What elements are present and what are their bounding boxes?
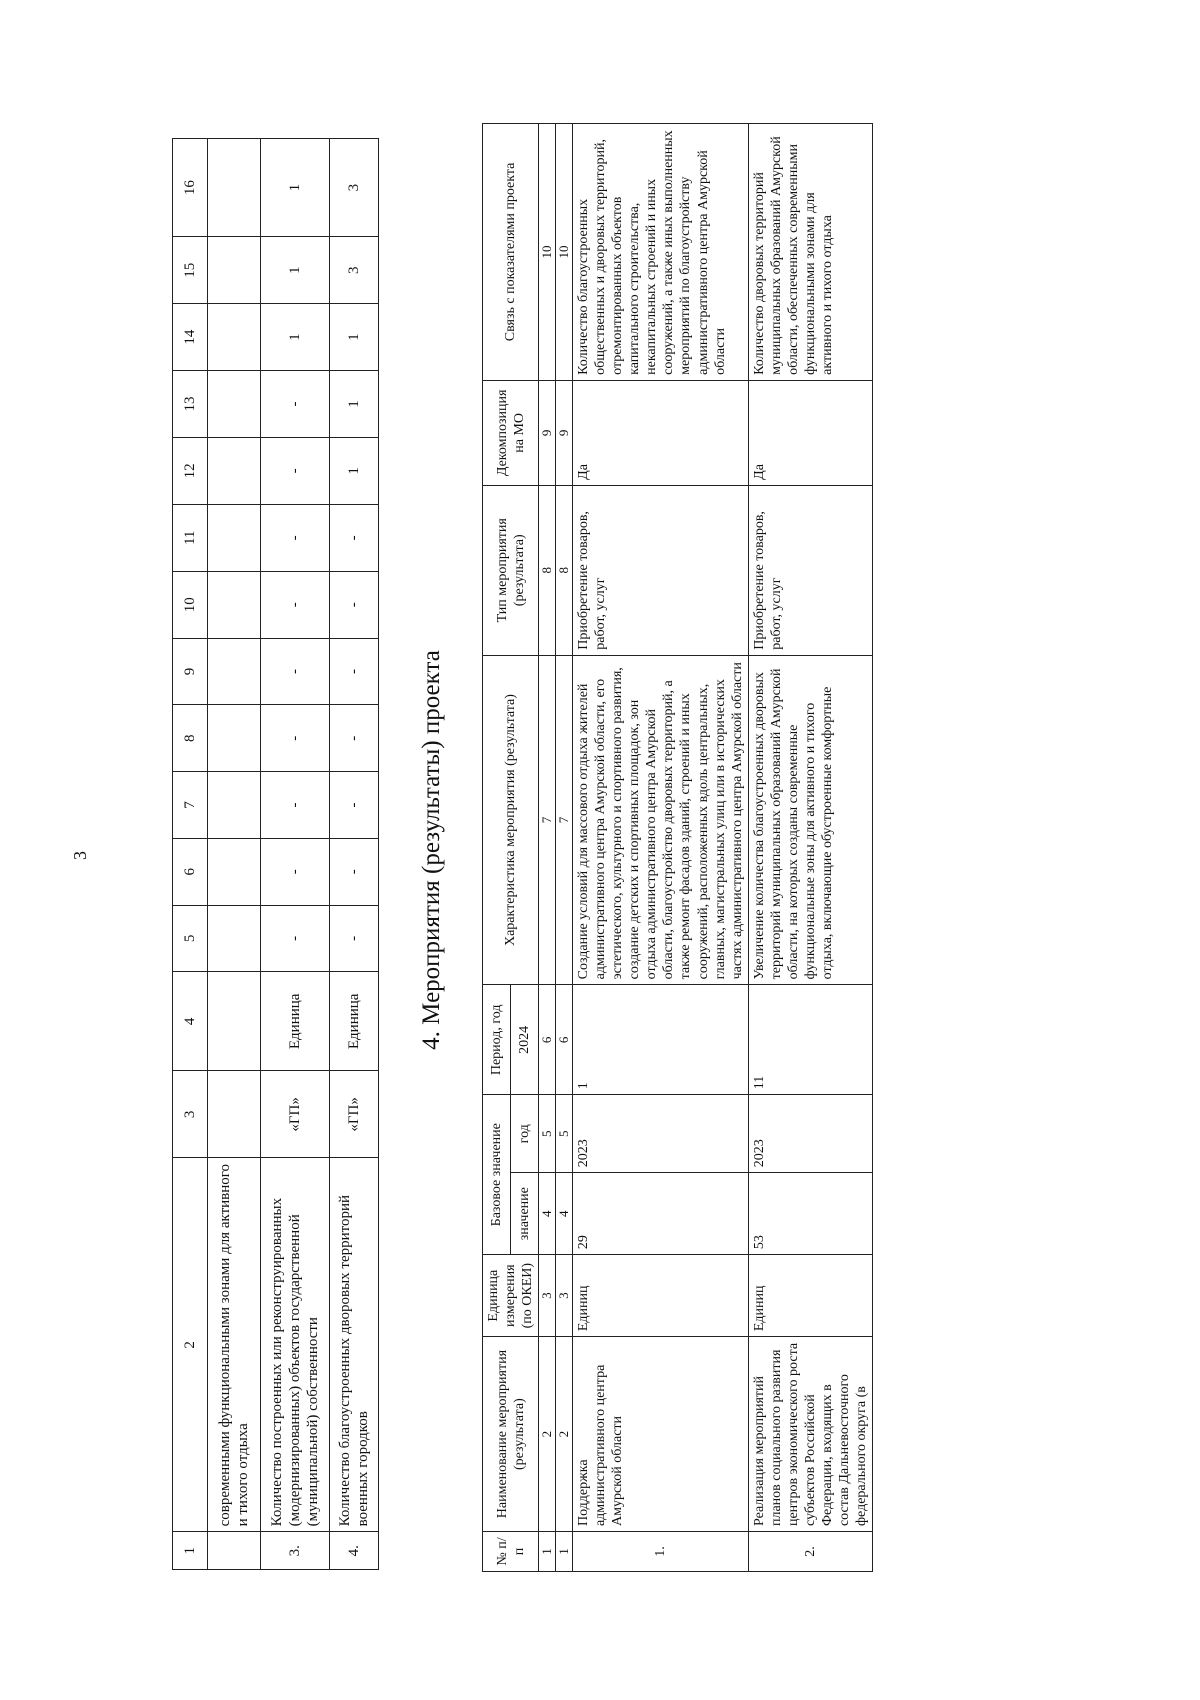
event-characteristic: Создание условий для массового отдыха жителей административного центра Амурской области, его эстетического, культурного и спортивного развития, создание детских и спортивных площадок, зон отдыха административного центра Амурской области, благоустройство дворовых территорий, а также ремонт фасадов зданий, строений и иных сооружений, расположенных вдоль центральных, главных, магистральных улиц или в исторических частях административного центра Амурской области [572,655,748,985]
header-cell: 5 [173,905,208,972]
event-unit: Единиц [572,1255,748,1337]
index-cell: 4 [539,1173,556,1255]
event-decomposition: Да [748,380,873,485]
index-cell: 9 [539,380,556,485]
event-unit: Единиц [748,1255,873,1337]
header-cell: 10 [173,571,208,638]
value-cell: - [330,705,379,772]
header-cell: 13 [173,371,208,438]
index-cell: 2 [556,1337,573,1532]
row-number: 4. [330,1532,379,1570]
table-row [572,124,748,1572]
indicator-name: Количество построенных или реконструированных (модернизированных) объектов государственной (муниципальной) собственности [261,1158,330,1532]
header-cell: 2 [173,1158,208,1532]
header-cell: 12 [173,437,208,504]
indicator-name: современными функциональными зонами для активного и тихого отдыха [208,1158,261,1532]
row-number: 3. [261,1532,330,1570]
header-period: Период, год [483,985,511,1095]
indicators-table [172,138,379,1570]
event-name: Реализация мероприятий планов социального развития центров экономического роста субъектов Российской Федерации, входящих в состав Дальневосточного федерального округа (в [748,1337,873,1532]
page-number: 3 [70,851,90,860]
header-unit: Единица измерения (по ОКЕИ) [483,1255,539,1337]
value-cell: - [330,638,379,705]
indicator-level: «ГП» [261,1071,330,1158]
event-type: Приобретение товаров, работ, услуг [748,485,873,655]
row-number: 2. [748,1532,873,1572]
value-cell: - [261,838,330,905]
event-base-year: 2023 [748,1095,873,1173]
header-characteristic: Характеристика мероприятия (результата) [483,655,539,985]
index-cell: 4 [556,1173,573,1255]
header-cell: 1 [173,1532,208,1570]
value-cell: 1 [261,139,330,237]
index-cell: 7 [539,655,556,985]
value-cell: 3 [330,237,379,304]
index-cell: 9 [556,380,573,485]
header-cell: 4 [173,972,208,1071]
value-cell: - [330,504,379,571]
table-row [208,139,261,1570]
index-cell: 7 [556,655,573,985]
row-number: 1. [572,1532,748,1572]
event-characteristic: Увеличение количества благоустроенных дворовых территорий муниципальных образований Амурской области, на которых созданы современные функциональные зоны для активного и тихого отдыха, включающие обустроенные комфортные [748,655,873,985]
header-type: Тип мероприятия (результата) [483,485,539,655]
table-row [330,139,379,1570]
header-cell: 6 [173,838,208,905]
value-cell: - [261,437,330,504]
index-cell: 6 [539,985,556,1095]
header-base-year: год [511,1095,539,1173]
section-heading: 4. Мероприятия (результаты) проекта [418,650,445,1050]
event-type: Приобретение товаров, работ, услуг [572,485,748,655]
value-cell: - [261,705,330,772]
value-cell: 1 [330,371,379,438]
header-cell: 3 [173,1071,208,1158]
value-cell: 3 [330,139,379,237]
value-cell: - [330,571,379,638]
index-cell: 3 [539,1255,556,1337]
header-cell: 16 [173,139,208,237]
index-cell: 5 [539,1095,556,1173]
header-cell: 7 [173,772,208,839]
header-cell: 9 [173,638,208,705]
value-cell: - [330,772,379,839]
index-row [556,124,573,1572]
index-cell: 6 [556,985,573,1095]
indicator-unit: Единица [261,972,330,1071]
events-table [482,123,873,1572]
header-base-value: значение [511,1173,539,1255]
value-cell: 1 [261,304,330,371]
header-base: Базовое значение [483,1095,511,1255]
index-row [539,124,556,1572]
index-cell: 2 [539,1337,556,1532]
value-cell: - [261,371,330,438]
indicator-name: Количество благоустроенных дворовых территорий военных городков [330,1158,379,1532]
header-name: Наименование мероприятия (результата) [483,1337,539,1532]
header-cell: 14 [173,304,208,371]
event-name: Поддержка административного центра Амурской области [572,1337,748,1532]
header-decomposition: Декомпозиция на МО [483,380,539,485]
index-cell: 10 [539,124,556,381]
event-base-value: 53 [748,1173,873,1255]
event-base-year: 2023 [572,1095,748,1173]
event-link: Количество благоустроенных общественных и дворовых территорий, отремонтированных объектов капитального строительства, некапитальных строений и иных сооружений, а также иных выполненных мероприятий по благоустройству административного центра Амурской области [572,124,748,381]
event-period-2024: 11 [748,985,873,1095]
value-cell: - [330,905,379,972]
index-cell: 10 [556,124,573,381]
header-period-year: 2024 [511,985,539,1095]
value-cell: - [261,905,330,972]
header-cell: 11 [173,504,208,571]
header-cell: 15 [173,237,208,304]
event-link: Количество дворовых территорий муниципальных образований Амурской области, обеспеченных современными функциональными зонами для активного и тихого отдыха [748,124,873,381]
event-decomposition: Да [572,380,748,485]
index-cell: 8 [556,485,573,655]
indicators-header-row [173,139,208,1570]
value-cell: 1 [330,437,379,504]
value-cell: - [261,571,330,638]
indicator-level: «ГП» [330,1071,379,1158]
value-cell: - [261,772,330,839]
header-num: № п/п [483,1532,539,1572]
value-cell: - [261,638,330,705]
value-cell: 1 [261,237,330,304]
header-cell: 8 [173,705,208,772]
indicator-unit: Единица [330,972,379,1071]
index-cell: 1 [539,1532,556,1572]
index-cell: 3 [556,1255,573,1337]
value-cell: - [330,838,379,905]
event-period-2024: 1 [572,985,748,1095]
header-link: Связь с показателями проекта [483,124,539,381]
index-cell: 5 [556,1095,573,1173]
table-row [261,139,330,1570]
value-cell: - [261,504,330,571]
index-cell: 1 [556,1532,573,1572]
event-base-value: 29 [572,1173,748,1255]
value-cell: 1 [330,304,379,371]
table-row [748,124,873,1572]
events-header-row [483,124,511,1572]
index-cell: 8 [539,485,556,655]
